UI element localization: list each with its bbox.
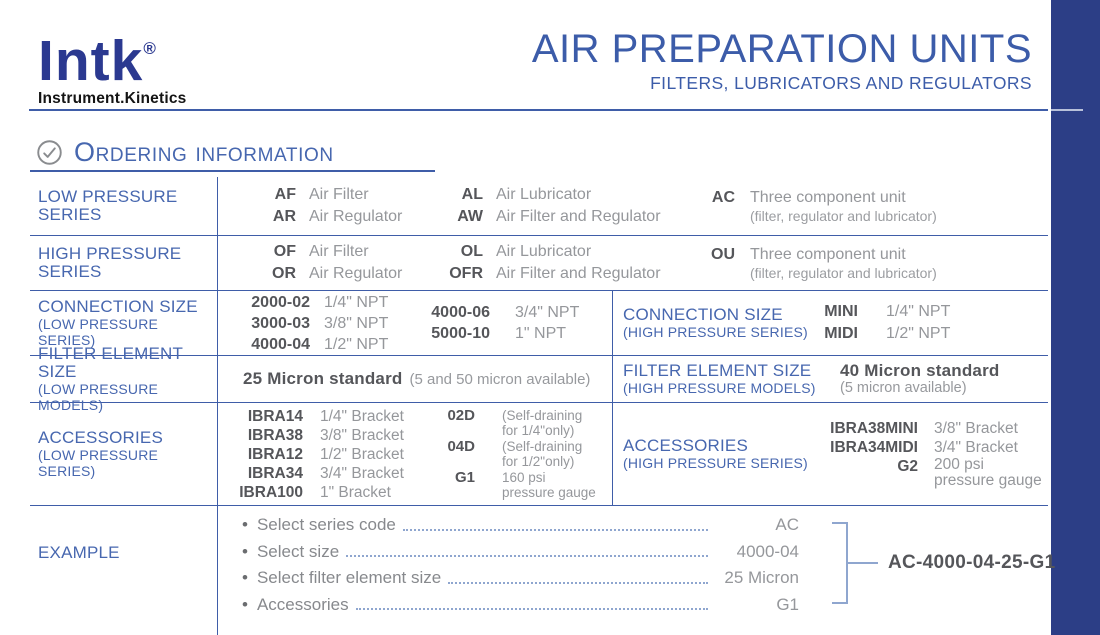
row-label-line: CONNECTION SIZE — [38, 297, 198, 316]
accessory-code: 04D — [447, 437, 475, 455]
code-pair — [237, 206, 449, 228]
size-code: MINI — [824, 303, 858, 320]
section-heading-text: Ordering information — [74, 136, 334, 167]
section-underline — [30, 170, 435, 172]
row-label-line: HIGH PRESSURE — [38, 244, 182, 263]
row-label — [30, 403, 218, 505]
dotted-leader — [403, 520, 708, 531]
code-pair — [818, 457, 1042, 489]
accessory-code: IBRA34MIDI — [830, 439, 918, 456]
code-group — [818, 301, 950, 345]
series-desc: Air Lubricator — [496, 186, 592, 203]
accessory-desc-line: pressure gauge — [934, 472, 1042, 489]
row-content — [840, 361, 999, 397]
accessory-desc — [934, 457, 1042, 489]
row-content — [218, 403, 614, 505]
row-label-line: FILTER ELEMENT SIZE — [38, 344, 183, 381]
series-desc: Air Lubricator — [496, 243, 592, 260]
filter-availability-note: (5 micron available) — [840, 380, 967, 396]
accessory-desc-line: 200 psi — [934, 456, 984, 473]
example-step — [242, 539, 799, 566]
code-group — [415, 408, 614, 501]
series-desc: Air Filter — [309, 186, 369, 203]
size-code: 4000-06 — [431, 304, 490, 321]
code-pair — [218, 426, 415, 445]
code-pair — [218, 445, 415, 464]
step-text: Select filter element size — [256, 568, 442, 588]
code-pair — [415, 470, 614, 501]
row-label-subline: (HIGH PRESSURE MODELS) — [623, 380, 816, 396]
row-label-line: SERIES — [38, 205, 102, 224]
accessory-code: G1 — [454, 468, 475, 486]
size-desc: 1/4" NPT — [324, 293, 389, 311]
code-pair — [237, 241, 449, 263]
series-code: AR — [272, 208, 296, 225]
code-pair — [218, 407, 415, 426]
accessory-desc: 3/4" Bracket — [320, 464, 404, 482]
row-low-pressure-series — [30, 177, 1048, 235]
row-high-pressure-series — [30, 235, 1048, 290]
bullet-icon: • — [242, 515, 248, 535]
code-pair — [449, 206, 711, 228]
filter-standard-value: 40 Micron standard — [840, 361, 1000, 380]
row-label — [613, 362, 818, 396]
row-content — [218, 356, 612, 402]
accessory-code: IBRA100 — [239, 483, 303, 501]
code-pair — [242, 334, 404, 355]
step-text: Select series code — [256, 515, 396, 535]
size-code: 5000-10 — [431, 325, 490, 342]
size-code: 4000-04 — [251, 335, 310, 353]
series-desc: Three component unit — [750, 245, 906, 263]
row-label-subline: (LOW PRESSURE SERIES) — [38, 316, 159, 348]
accessory-desc — [502, 470, 614, 501]
right-accent-bar — [1051, 0, 1100, 635]
series-note: (filter, regulator and lubricator) — [750, 207, 937, 224]
section-heading — [36, 136, 334, 168]
brand-name: Intk — [38, 29, 144, 93]
series-code: AW — [457, 208, 483, 225]
row-label-line: LOW PRESSURE — [38, 187, 178, 206]
code-pair — [418, 323, 579, 344]
code-pair — [449, 184, 711, 206]
series-note: (filter, regulator and lubricator) — [750, 264, 937, 281]
accessory-code: IBRA34 — [247, 464, 303, 482]
code-group — [818, 419, 1042, 489]
accessory-desc: 3/4" Bracket — [934, 439, 1018, 456]
accessory-desc: 1/4" Bracket — [320, 407, 404, 425]
step-value: AC — [775, 515, 799, 535]
series-desc: Air Filter — [309, 243, 369, 260]
header-divider — [29, 109, 1048, 111]
row-label — [613, 306, 818, 340]
unit-description — [735, 188, 937, 225]
code-group — [711, 245, 937, 282]
page-title: AIR PREPARATION UNITS — [531, 27, 1032, 71]
row-label-subline: (LOW PRESSURE SERIES) — [38, 447, 159, 479]
page-subtitle: FILTERS, LUBRICATORS AND REGULATORS — [650, 73, 1032, 93]
code-pair — [218, 483, 415, 502]
series-code: AL — [461, 186, 483, 203]
code-group — [237, 241, 449, 285]
brand-logo-text — [38, 20, 187, 93]
size-desc: 1" NPT — [515, 325, 567, 342]
check-circle-icon — [36, 139, 63, 166]
example-step — [242, 592, 799, 619]
code-group — [711, 188, 937, 225]
size-code: MIDI — [824, 325, 858, 342]
row-label-line: ACCESSORIES — [623, 436, 749, 455]
code-pair — [242, 292, 404, 313]
accessory-desc: 3/8" Bracket — [320, 426, 404, 444]
row-label-line: SERIES — [38, 262, 102, 281]
row-content — [218, 236, 1048, 290]
row-content — [218, 177, 1048, 235]
accessory-code: G2 — [897, 458, 918, 475]
step-text: Select size — [256, 541, 340, 561]
dotted-leader — [448, 573, 708, 584]
accessory-code: 02D — [447, 406, 475, 424]
accessory-desc: 3/8" Bracket — [934, 420, 1018, 437]
accessory-desc-line: 160 psi — [502, 469, 546, 485]
size-code: 2000-02 — [251, 293, 310, 311]
row-label-subline: (HIGH PRESSURE SERIES) — [623, 324, 808, 340]
row-label — [30, 344, 218, 413]
size-desc: 1/4" NPT — [886, 303, 951, 320]
filter-standard-value: 25 Micron standard — [243, 369, 403, 388]
bracket-top-tick — [832, 522, 848, 524]
accessories-high — [612, 403, 1048, 505]
accessory-code: IBRA38MINI — [830, 420, 918, 437]
code-pair — [818, 419, 1042, 438]
row-label-line: EXAMPLE — [38, 543, 120, 562]
series-desc: Air Filter and Regulator — [496, 265, 661, 282]
code-pair — [449, 263, 711, 285]
bullet-icon: • — [242, 568, 248, 588]
step-text: Accessories — [256, 594, 349, 614]
series-desc: Air Filter and Regulator — [496, 208, 661, 225]
code-pair — [818, 323, 950, 345]
brand-logo — [38, 20, 187, 108]
step-value: 25 Micron — [724, 568, 799, 588]
series-code: AC — [711, 188, 735, 206]
row-label-subline: (HIGH PRESSURE SERIES) — [623, 455, 808, 471]
unit-description — [735, 245, 937, 282]
row-label-line: CONNECTION SIZE — [623, 305, 783, 324]
code-group — [218, 407, 415, 502]
code-pair — [818, 438, 1042, 457]
row-label-subline: (LOW PRESSURE MODELS) — [38, 381, 159, 413]
accessory-code: IBRA14 — [247, 407, 303, 425]
size-code: 3000-03 — [251, 314, 310, 332]
code-pair — [818, 301, 950, 323]
code-group — [449, 241, 711, 285]
row-label — [613, 437, 818, 471]
row-label — [30, 506, 218, 635]
example-result-code: AC-4000-04-25-G1 — [888, 552, 1056, 573]
filter-availability-note: (5 and 50 micron available) — [409, 370, 591, 388]
row-content — [218, 291, 612, 355]
series-code: OU — [711, 245, 735, 263]
size-desc: 3/4" NPT — [515, 304, 580, 321]
accessory-desc: 1/2" Bracket — [320, 445, 404, 463]
size-desc: 3/8" NPT — [324, 314, 389, 332]
step-value: 4000-04 — [736, 541, 799, 561]
accessory-desc-line: (Self-draining — [502, 407, 583, 423]
filter-size-high — [612, 356, 1048, 402]
accessory-desc-line: for 1/2"only) — [502, 454, 575, 469]
code-pair — [415, 439, 614, 470]
accessory-code: IBRA12 — [247, 445, 303, 463]
code-group — [242, 292, 404, 355]
row-label — [30, 236, 218, 290]
accessories-low — [30, 403, 612, 505]
size-desc: 1/2" NPT — [886, 325, 951, 342]
row-accessories — [30, 402, 1048, 505]
series-desc: Three component unit — [750, 188, 906, 206]
accessory-desc-line: pressure gauge — [502, 485, 596, 500]
bullet-icon: • — [242, 594, 248, 614]
code-pair — [449, 241, 711, 263]
bracket-middle-line — [848, 562, 878, 564]
example-steps — [242, 512, 799, 618]
code-pair — [237, 263, 449, 285]
bracket-bottom-tick — [832, 602, 848, 604]
row-label-line: FILTER ELEMENT SIZE — [623, 361, 812, 380]
accessory-desc — [502, 408, 614, 439]
registered-mark: ® — [143, 39, 157, 58]
bullet-icon: • — [242, 541, 248, 561]
connection-size-high — [612, 291, 1048, 355]
example-step — [242, 512, 799, 539]
dotted-leader — [346, 546, 708, 557]
dotted-leader — [356, 599, 708, 610]
series-desc: Air Regulator — [309, 265, 403, 282]
series-code: OF — [273, 243, 296, 260]
accessory-desc-line: (Self-draining — [502, 438, 583, 454]
code-group — [449, 184, 711, 228]
series-code: OL — [460, 243, 483, 260]
series-code: OFR — [449, 265, 483, 282]
accessory-code: IBRA38 — [247, 426, 303, 444]
code-pair — [415, 408, 614, 439]
row-label — [30, 177, 218, 235]
header-divider-on-bar — [1051, 109, 1083, 111]
accessory-desc — [502, 439, 614, 470]
accessory-desc-line: for 1/4"only) — [502, 423, 575, 438]
brand-tagline: Instrument.Kinetics — [38, 90, 187, 107]
accessory-desc: 1" Bracket — [320, 483, 391, 501]
code-group — [237, 184, 449, 228]
code-pair — [218, 464, 415, 483]
code-pair — [237, 184, 449, 206]
code-pair — [242, 313, 404, 334]
series-desc: Air Regulator — [309, 208, 403, 225]
step-value: G1 — [776, 594, 799, 614]
row-label-line: ACCESSORIES — [38, 428, 164, 447]
series-code: OR — [272, 265, 296, 282]
code-group — [418, 302, 579, 344]
size-desc: 1/2" NPT — [324, 335, 389, 353]
example-step — [242, 565, 799, 592]
series-code: AF — [274, 186, 296, 203]
page-header — [532, 26, 1032, 94]
code-pair — [418, 302, 579, 323]
